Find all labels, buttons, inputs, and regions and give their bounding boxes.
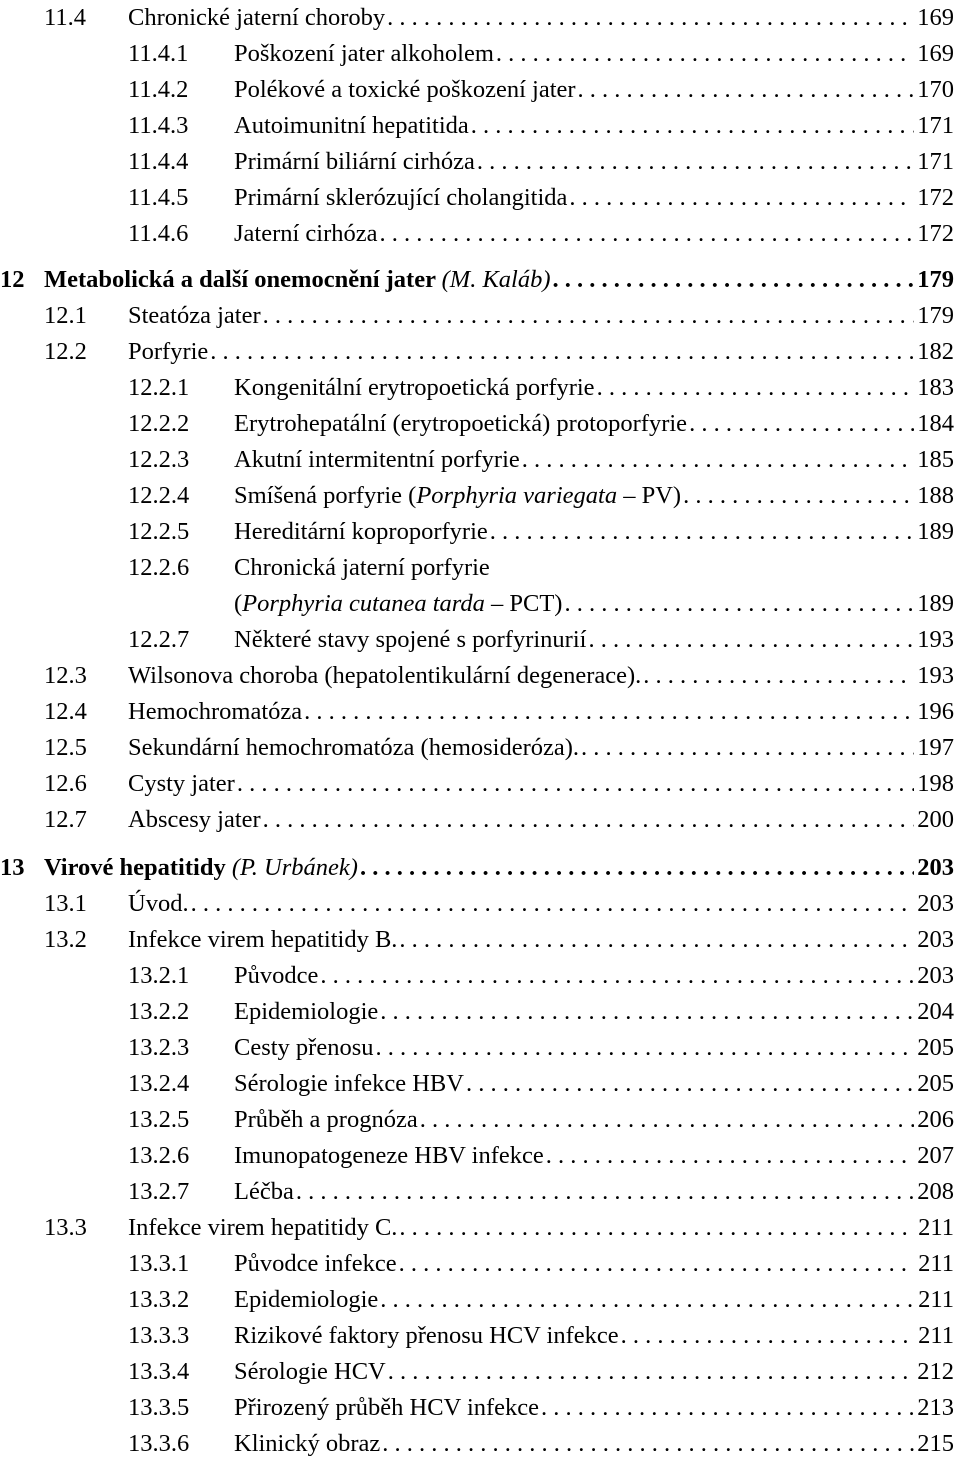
entry-title-text: Cysty jater: [128, 770, 235, 797]
entry-body: [128, 802, 954, 838]
page-number: 188: [917, 482, 954, 509]
entry-title: [234, 180, 567, 216]
toc-entry[interactable]: [0, 144, 960, 180]
entry-body: [128, 694, 954, 730]
page-number: 179: [917, 302, 954, 329]
page-number: 204: [917, 998, 954, 1025]
toc-entry[interactable]: [0, 802, 960, 838]
entry-title-text: (: [234, 590, 243, 617]
entry-body: [234, 514, 954, 550]
dot-leader: [551, 262, 914, 298]
entry-number: 11.4.3: [128, 112, 189, 139]
entry-title: [128, 802, 261, 838]
entry-title: [234, 1102, 418, 1138]
toc-entry[interactable]: [0, 1426, 960, 1462]
entry-number: 12.1: [44, 302, 87, 329]
entry-body: [234, 1318, 954, 1354]
entry-body: [44, 262, 954, 298]
entry-number: 12.7: [44, 806, 87, 833]
entry-title: [234, 478, 681, 514]
entry-body: [128, 886, 954, 922]
dot-leader: [385, 0, 914, 36]
entry-body: [234, 622, 954, 658]
entry-title: [128, 1210, 397, 1246]
entry-number: 13.2.1: [128, 962, 190, 989]
entry-title: [234, 1426, 380, 1462]
entry-title-text: Porfyrie: [128, 338, 209, 365]
entry-number: 13.2: [44, 926, 87, 953]
toc-entry[interactable]: [0, 694, 960, 730]
dot-leader: [380, 1426, 914, 1462]
page-number: 185: [917, 446, 954, 473]
toc-entry[interactable]: [0, 1210, 960, 1246]
entry-title-latin: Porphyria cutanea tarda: [242, 590, 485, 617]
entry-body: [234, 1354, 954, 1390]
entry-number: 12: [0, 266, 25, 293]
entry-number: 12.2.5: [128, 518, 190, 545]
entry-title: [234, 550, 490, 586]
entry-number: 13.2.3: [128, 1034, 190, 1061]
dot-leader: [318, 958, 914, 994]
entry-body: [234, 144, 954, 180]
page-number: 211: [918, 1250, 954, 1277]
entry-title-text: Některé stavy spojené s porfyrinurií: [234, 626, 587, 653]
toc-entry[interactable]: [0, 180, 960, 216]
toc-entry[interactable]: [0, 72, 960, 108]
entry-body: [128, 334, 954, 370]
entry-number: 13.3.2: [128, 1286, 190, 1313]
toc-entry[interactable]: [0, 1354, 960, 1390]
entry-title-text: Rizikové faktory přenosu HCV infekce: [234, 1322, 619, 1349]
entry-body: [234, 406, 954, 442]
entry-title-text: Přirozený průběh HCV infekce: [234, 1394, 540, 1421]
page-number: 193: [917, 662, 954, 689]
entry-title-text: Původce: [234, 962, 319, 989]
entry-number: 13.2.2: [128, 998, 190, 1025]
entry-title-text: Infekce virem hepatitidy C.: [128, 1214, 398, 1241]
toc-entry[interactable]: [0, 1102, 960, 1138]
dot-leader: [539, 1390, 914, 1426]
entry-title: [234, 1066, 464, 1102]
page-number: 211: [918, 1214, 954, 1241]
page-number: 169: [917, 40, 954, 67]
entry-number: 11.4.4: [128, 148, 189, 175]
toc-entry[interactable]: [0, 1030, 960, 1066]
page-number: 193: [917, 626, 954, 653]
entry-body: [234, 1102, 954, 1138]
dot-leader: [595, 370, 914, 406]
entry-title: [234, 622, 586, 658]
entry-title-text: Smíšená porfyrie (: [234, 482, 417, 509]
entry-title: [128, 730, 579, 766]
toc-entry[interactable]: [0, 622, 960, 658]
dot-leader: [488, 514, 914, 550]
toc-entry[interactable]: [0, 766, 960, 802]
entry-title: [44, 850, 358, 886]
page-number: 196: [917, 698, 954, 725]
entry-title-text: Klinický obraz: [234, 1430, 381, 1457]
dot-leader: [235, 766, 914, 802]
entry-title-text: Úvod.: [128, 890, 189, 917]
entry-title: [128, 658, 641, 694]
page-number: 184: [917, 410, 954, 437]
entry-body: [234, 36, 954, 72]
dot-leader: [562, 586, 914, 622]
entry-title-text: – PCT): [484, 590, 563, 617]
dot-leader: [378, 1282, 914, 1318]
entry-number: 12.3: [44, 662, 87, 689]
entry-title-text: Jaterní cirhóza: [234, 220, 378, 247]
page-number: 212: [917, 1358, 954, 1385]
dot-leader: [378, 994, 914, 1030]
dot-leader: [189, 886, 914, 922]
dot-leader: [641, 658, 914, 694]
entry-title: [234, 1354, 386, 1390]
dot-leader: [294, 1174, 914, 1210]
dot-leader: [687, 406, 914, 442]
entry-body: [234, 1030, 954, 1066]
page-number: 215: [917, 1430, 954, 1457]
page-number: 171: [917, 148, 954, 175]
dot-leader: [397, 1246, 914, 1282]
toc-entry[interactable]: [0, 216, 960, 252]
entry-title: [234, 994, 378, 1030]
toc-entry[interactable]: [0, 1390, 960, 1426]
entry-number: 13: [0, 854, 25, 881]
entry-title-text: Polékové a toxické poškození jater: [234, 76, 576, 103]
entry-title-text: Erytrohepatální (erytropoetická) protoporfyrie: [234, 410, 688, 437]
entry-title: [128, 0, 385, 36]
entry-body: [234, 550, 954, 586]
dot-leader: [386, 1354, 914, 1390]
toc-entry[interactable]: [0, 0, 960, 36]
dot-leader: [475, 144, 914, 180]
entry-number: 13.3.1: [128, 1250, 190, 1277]
entry-title: [234, 1138, 544, 1174]
entry-body: [234, 1426, 954, 1462]
entry-title-text: – PV): [617, 482, 682, 509]
entry-title-text: Akutní intermitentní porfyrie: [234, 446, 520, 473]
toc-entry[interactable]: [0, 478, 960, 514]
entry-title-text: Průběh a prognóza: [234, 1106, 418, 1133]
entry-number: 13.3.6: [128, 1430, 190, 1457]
toc-entry[interactable]: [0, 442, 960, 478]
entry-title-text: Sérologie infekce HBV: [234, 1070, 464, 1097]
entry-body: [44, 850, 954, 886]
toc-entry[interactable]: [0, 1282, 960, 1318]
entry-number: 11.4: [44, 4, 86, 31]
toc-entry[interactable]: [0, 108, 960, 144]
entry-title-text: Chronické jaterní choroby: [128, 4, 386, 31]
entry-title: [234, 1246, 397, 1282]
entry-body: [128, 658, 954, 694]
entry-title: [234, 108, 469, 144]
page-number: 189: [917, 590, 954, 617]
entry-number: 13.2.7: [128, 1178, 190, 1205]
toc-entry[interactable]: [0, 730, 960, 766]
page-number: 197: [917, 734, 954, 761]
entry-title: [234, 586, 562, 622]
toc-entry[interactable]: [0, 550, 960, 586]
toc-entry[interactable]: [0, 886, 960, 922]
toc-entry[interactable]: [0, 658, 960, 694]
dot-leader: [418, 1102, 914, 1138]
page-number: 203: [917, 926, 954, 953]
entry-title-text: Hemochromatóza: [128, 698, 303, 725]
entry-author: (P. Urbánek): [231, 854, 358, 881]
entry-title: [234, 1282, 378, 1318]
entry-title: [128, 886, 189, 922]
page-number: 198: [917, 770, 954, 797]
page-number: 213: [917, 1394, 954, 1421]
entry-body: [234, 1390, 954, 1426]
toc-entry[interactable]: [0, 1174, 960, 1210]
entry-title: [234, 72, 576, 108]
entry-title: [234, 442, 520, 478]
page-number: 200: [917, 806, 954, 833]
dot-leader: [378, 216, 914, 252]
dot-leader: [397, 1210, 914, 1246]
entry-number: 11.4.1: [128, 40, 189, 67]
page-number: 189: [917, 518, 954, 545]
entry-title-text: Hereditární koproporfyrie: [234, 518, 488, 545]
dot-leader: [567, 180, 914, 216]
page-number: 170: [917, 76, 954, 103]
entry-number: 12.5: [44, 734, 87, 761]
entry-title: [128, 922, 397, 958]
toc-entry[interactable]: [0, 370, 960, 406]
entry-body: [234, 1282, 954, 1318]
entry-number: 13.2.5: [128, 1106, 190, 1133]
entry-number: 12.2.2: [128, 410, 190, 437]
page-number: 211: [918, 1286, 954, 1313]
entry-title: [234, 1390, 539, 1426]
dot-leader: [619, 1318, 914, 1354]
entry-title-text: Infekce virem hepatitidy B.: [128, 926, 398, 953]
page-number: 208: [917, 1178, 954, 1205]
dot-leader: [576, 72, 914, 108]
entry-title-text: Sekundární hemochromatóza (hemosideróza).: [128, 734, 580, 761]
entry-number: 12.2.7: [128, 626, 190, 653]
entry-number: 11.4.2: [128, 76, 189, 103]
entry-title-text: Virové hepatitidy: [44, 854, 226, 881]
entry-title: [234, 216, 378, 252]
page-number: 205: [917, 1070, 954, 1097]
entry-number: 13.3.3: [128, 1322, 190, 1349]
entry-number: 13.3.4: [128, 1358, 190, 1385]
entry-title: [234, 144, 475, 180]
entry-body: [234, 586, 954, 622]
entry-title-text: Autoimunitní hepatitida: [234, 112, 469, 139]
toc-entry[interactable]: [0, 1318, 960, 1354]
entry-title: [234, 514, 488, 550]
toc-entry[interactable]: [0, 1066, 960, 1102]
entry-title: [44, 262, 551, 298]
page-number: 182: [917, 338, 954, 365]
entry-body: [128, 0, 954, 36]
entry-body: [234, 1066, 954, 1102]
entry-number: 13.3.5: [128, 1394, 190, 1421]
toc-chapter-entry[interactable]: [0, 850, 960, 886]
entry-number: 12.4: [44, 698, 87, 725]
entry-title-text: Steatóza jater: [128, 302, 261, 329]
entry-number: 13.3: [44, 1214, 87, 1241]
page-number: 172: [917, 220, 954, 247]
entry-title: [234, 1030, 374, 1066]
toc-chapter-entry[interactable]: [0, 262, 960, 298]
entry-number: 12.2.3: [128, 446, 190, 473]
dot-leader: [520, 442, 914, 478]
entry-title: [234, 958, 318, 994]
toc-entry[interactable]: [0, 1246, 960, 1282]
dot-leader: [464, 1066, 914, 1102]
entry-number: 12.6: [44, 770, 87, 797]
entry-title: [234, 370, 595, 406]
entry-title-text: Epidemiologie: [234, 998, 379, 1025]
page-number: 207: [917, 1142, 954, 1169]
toc-entry[interactable]: [0, 36, 960, 72]
entry-title: [128, 766, 235, 802]
entry-number: 13.1: [44, 890, 87, 917]
page-number: 183: [917, 374, 954, 401]
entry-title-text: Imunopatogeneze HBV infekce: [234, 1142, 544, 1169]
toc-entry[interactable]: [0, 922, 960, 958]
toc-entry[interactable]: [0, 298, 960, 334]
entry-author: (M. Kaláb): [441, 266, 551, 293]
entry-number: 12.2: [44, 338, 87, 365]
entry-title-text: Poškození jater alkoholem: [234, 40, 494, 67]
dot-leader: [579, 730, 914, 766]
entry-title-text: Původce infekce: [234, 1250, 397, 1277]
entry-title-text: Metabolická a další onemocnění jater: [44, 266, 436, 293]
entry-body: [234, 1138, 954, 1174]
page-number: 203: [917, 962, 954, 989]
dot-leader: [261, 802, 914, 838]
entry-body: [234, 108, 954, 144]
entry-number: 12.2.6: [128, 554, 190, 581]
entry-number: 12.2.4: [128, 482, 190, 509]
entry-body: [234, 1246, 954, 1282]
dot-leader: [469, 108, 914, 144]
entry-body: [234, 72, 954, 108]
dot-leader: [586, 622, 914, 658]
entry-title-text: Sérologie HCV: [234, 1358, 386, 1385]
entry-title: [234, 406, 687, 442]
entry-title-text: Primární sklerózující cholangitida: [234, 184, 568, 211]
page-number: 203: [917, 854, 954, 881]
toc-entry[interactable]: [0, 514, 960, 550]
entry-body: [128, 730, 954, 766]
entry-title-text: Abscesy jater: [128, 806, 261, 833]
entry-number: 11.4.6: [128, 220, 189, 247]
page-number: 211: [918, 1322, 954, 1349]
entry-title: [234, 36, 494, 72]
entry-body: [234, 216, 954, 252]
toc-entry[interactable]: [0, 406, 960, 442]
entry-body: [234, 180, 954, 216]
entry-body: [234, 1174, 954, 1210]
dot-leader: [261, 298, 914, 334]
toc-entry[interactable]: [0, 1138, 960, 1174]
entry-title-text: Cesty přenosu: [234, 1034, 374, 1061]
entry-title: [128, 694, 302, 730]
entry-title-text: Chronická jaterní porfyrie: [234, 554, 490, 581]
dot-leader: [208, 334, 914, 370]
entry-title-text: Primární biliární cirhóza: [234, 148, 475, 175]
dot-leader: [544, 1138, 914, 1174]
toc-entry[interactable]: [0, 958, 960, 994]
entry-number: 13.2.6: [128, 1142, 190, 1169]
entry-title: [234, 1174, 294, 1210]
dot-leader: [494, 36, 914, 72]
entry-body: [234, 994, 954, 1030]
entry-title-text: Epidemiologie: [234, 1286, 379, 1313]
page-number: 179: [917, 266, 954, 293]
page-number: 205: [917, 1034, 954, 1061]
entry-number: 12.2.1: [128, 374, 190, 401]
dot-leader: [397, 922, 914, 958]
page-number: 169: [917, 4, 954, 31]
entry-body: [234, 478, 954, 514]
entry-body: [234, 442, 954, 478]
entry-title-text: Kongenitální erytropoetická porfyrie: [234, 374, 595, 401]
dot-leader: [358, 850, 914, 886]
dot-leader: [681, 478, 914, 514]
entry-body: [128, 1210, 954, 1246]
page-number: 203: [917, 890, 954, 917]
page-number: 172: [917, 184, 954, 211]
entry-number: 13.2.4: [128, 1070, 190, 1097]
toc-entry[interactable]: [0, 586, 960, 622]
dot-leader: [374, 1030, 915, 1066]
entry-title: [128, 334, 208, 370]
entry-title: [128, 298, 261, 334]
entry-number: 11.4.5: [128, 184, 189, 211]
entry-title-text: Léčba: [234, 1178, 294, 1205]
entry-body: [128, 922, 954, 958]
page-number: 171: [917, 112, 954, 139]
page-number: 206: [917, 1106, 954, 1133]
toc-entry[interactable]: [0, 334, 960, 370]
dot-leader: [302, 694, 914, 730]
entry-body: [128, 766, 954, 802]
entry-body: [234, 370, 954, 406]
entry-title-text: Wilsonova choroba (hepatolentikulární degenerace).: [128, 662, 642, 689]
entry-title-latin: Porphyria variegata: [416, 482, 618, 509]
entry-body: [234, 958, 954, 994]
toc-entry[interactable]: [0, 994, 960, 1030]
entry-body: [128, 298, 954, 334]
entry-title: [234, 1318, 619, 1354]
